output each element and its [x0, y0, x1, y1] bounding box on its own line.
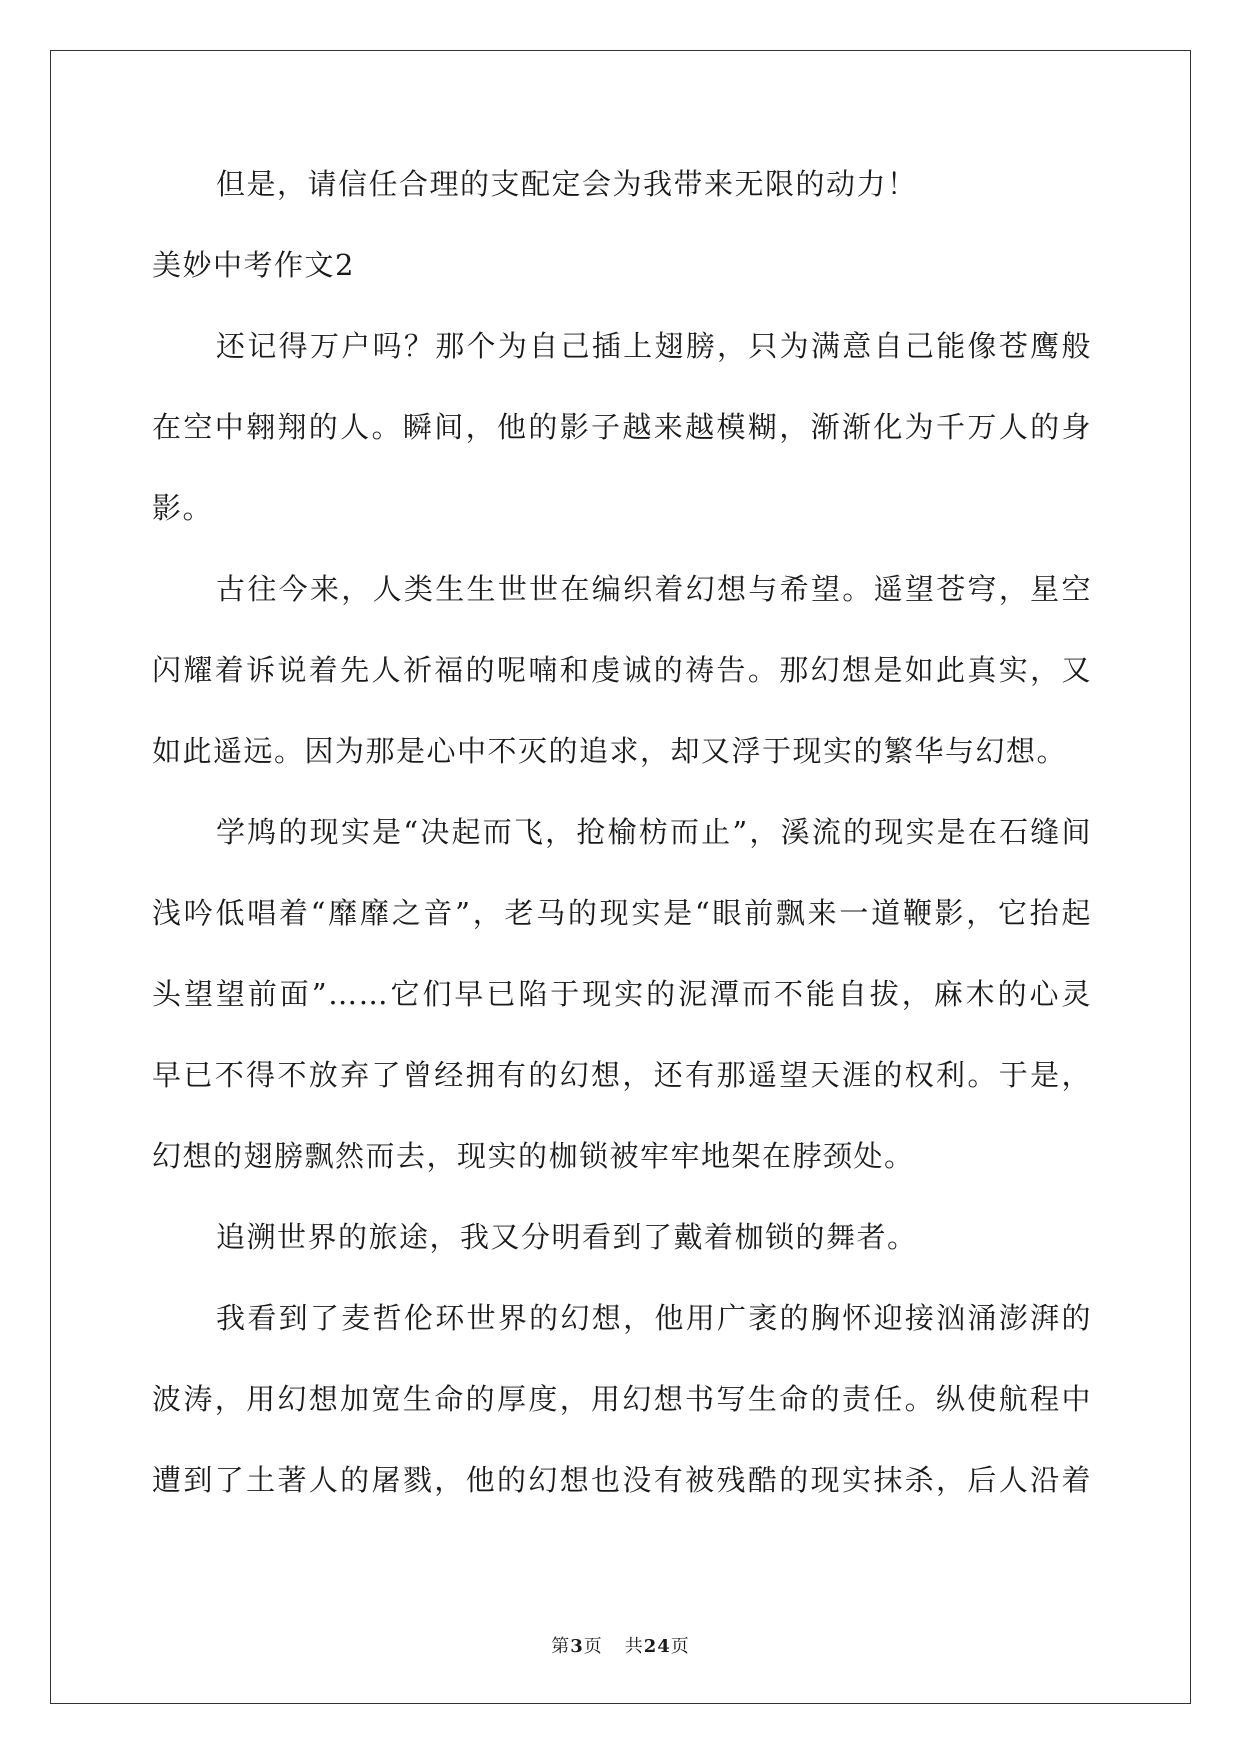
paragraph-line: 学鸠的现实是“决起而飞，抢榆枋而止”，溪流的现实是在石缝间	[216, 815, 1092, 849]
paragraph-line: 还记得万户吗？那个为自己插上翅膀，只为满意自己能像苍鹰般	[216, 329, 1092, 363]
page-footer	[0, 1632, 1241, 1658]
paragraph-line: 头望望前面”……它们早已陷于现实的泥潭而不能自拔，麻木的心灵	[152, 977, 1092, 1011]
paragraph-line: 在空中翱翔的人。瞬间，他的影子越来越模糊，渐渐化为千万人的身	[152, 410, 1092, 444]
total-prefix: 共	[624, 1636, 644, 1657]
paragraph-line: 幻想的翅膀飘然而去，现实的枷锁被牢牢地架在脖颈处。	[152, 1139, 915, 1173]
paragraph-line: 影。	[152, 491, 214, 525]
total-suffix: 页	[670, 1636, 690, 1657]
paragraph-line: 浅吟低唱着“靡靡之音”，老马的现实是“眼前飘来一道鞭影，它抬起	[152, 896, 1092, 930]
paragraph-line: 但是，请信任合理的支配定会为我带来无限的动力！	[216, 167, 918, 201]
paragraph-line: 如此遥远。因为那是心中不灭的追求，却又浮于现实的繁华与幻想。	[152, 734, 1068, 768]
paragraph-line: 波涛，用幻想加宽生命的厚度，用幻想书写生命的责任。纵使航程中	[152, 1382, 1092, 1416]
total-pages: 24	[643, 1636, 671, 1657]
paragraph-line: 早已不得不放弃了曾经拥有的幻想，还有那遥望天涯的权利。于是，	[152, 1058, 1092, 1092]
page-suffix: 页	[583, 1636, 603, 1657]
paragraph-line: 追溯世界的旅途，我又分明看到了戴着枷锁的舞者。	[216, 1220, 918, 1254]
page-number: 3	[570, 1636, 584, 1657]
essay-title: 美妙中考作文2	[152, 248, 355, 282]
page-prefix: 第	[551, 1636, 571, 1657]
paragraph-line: 古往今来，人类生生世世在编织着幻想与希望。遥望苍穹，星空	[216, 572, 1092, 606]
document-body	[152, 163, 1092, 1540]
paragraph-line: 闪耀着诉说着先人祈福的呢喃和虔诚的祷告。那幻想是如此真实，又	[152, 653, 1092, 687]
paragraph-line: 我看到了麦哲伦环世界的幻想，他用广袤的胸怀迎接汹涌澎湃的	[216, 1301, 1092, 1335]
paragraph-line: 遭到了土著人的屠戮，他的幻想也没有被残酷的现实抹杀，后人沿着	[152, 1463, 1092, 1497]
